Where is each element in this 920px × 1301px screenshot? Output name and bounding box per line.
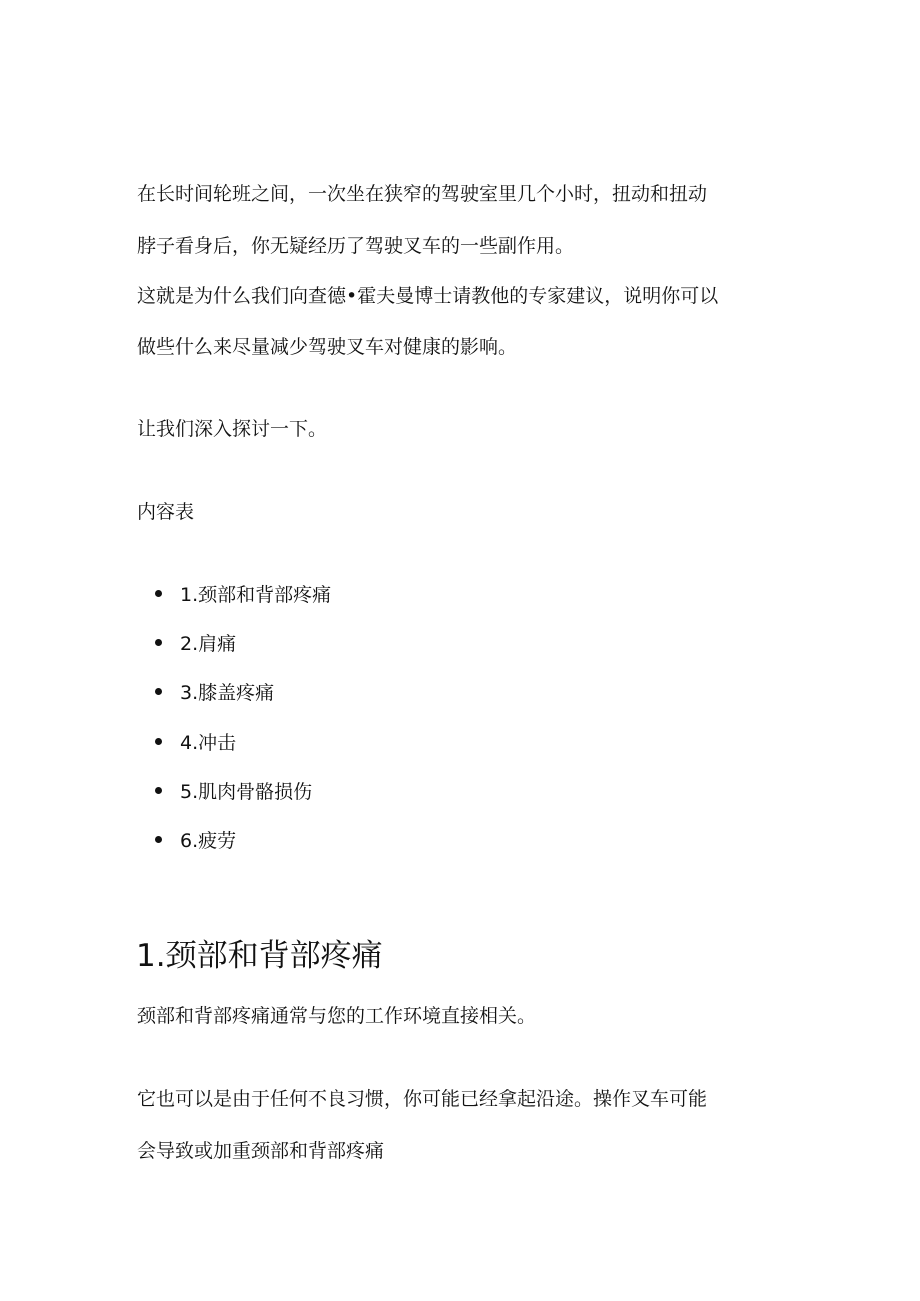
toc-item[interactable]	[155, 680, 274, 706]
toc-item-label: 2.肩痛	[180, 633, 237, 655]
bullet-icon	[155, 590, 162, 597]
bullet-icon	[155, 738, 162, 745]
bullet-icon	[155, 787, 162, 794]
toc-item[interactable]	[155, 828, 236, 854]
intro-line-2: 脖子看身后，你无疑经历了驾驶叉车的一些副作用。	[137, 235, 575, 257]
intro-line-3: 这就是为什么我们向查德•霍夫曼博士请教他的专家建议，说明你可以	[137, 285, 719, 307]
toc-item[interactable]	[155, 779, 312, 805]
toc-item-label: 1.颈部和背部疼痛	[180, 584, 332, 606]
bullet-icon	[155, 639, 162, 646]
toc-item-label: 5.肌肉骨骼损伤	[180, 781, 313, 803]
toc-item-label: 3.膝盖疼痛	[180, 682, 275, 704]
toc-item[interactable]	[155, 582, 331, 608]
bullet-icon	[155, 836, 162, 843]
intro-line-5: 让我们深入探讨一下。	[137, 418, 328, 440]
intro-line-4: 做些什么来尽量减少驾驶叉车对健康的影响。	[137, 336, 518, 358]
bullet-icon	[155, 688, 162, 695]
section-paragraph-2-line-1: 它也可以是由于任何不良习惯，你可能已经拿起沿途。操作叉车可能	[137, 1088, 708, 1110]
toc-item[interactable]	[155, 730, 236, 756]
toc-title: 内容表	[137, 501, 195, 523]
section-paragraph-1: 颈部和背部疼痛通常与您的工作环境直接相关。	[137, 1005, 537, 1027]
section-paragraph-2-line-2: 会导致或加重颈部和背部疼痛	[137, 1140, 385, 1162]
toc-item-label: 6.疲劳	[180, 830, 237, 852]
toc-item[interactable]	[155, 631, 236, 657]
intro-line-1: 在长时间轮班之间，一次坐在狭窄的驾驶室里几个小时，扭动和扭动	[137, 183, 708, 205]
toc-item-label: 4.冲击	[180, 732, 237, 754]
section-heading: 1.颈部和背部疼痛	[136, 938, 383, 974]
